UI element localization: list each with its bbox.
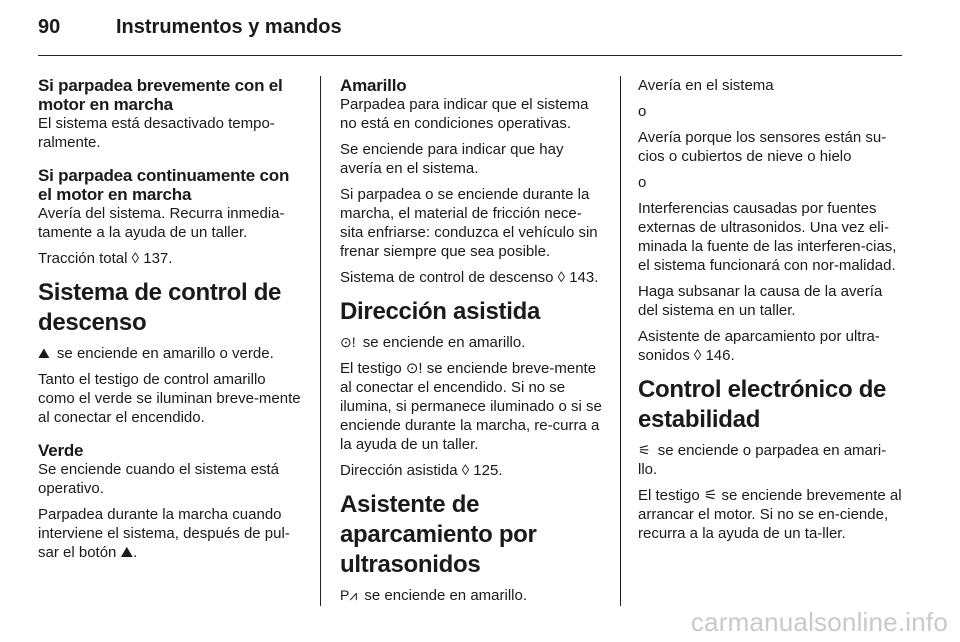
paragraph-parpadea: Parpadea durante la marcha cuando interviene el sistema, después de pul-sar el botón ⛰. xyxy=(38,506,290,561)
page-title: Instrumentos y mandos xyxy=(116,16,342,38)
paragraph-direccion-1 xyxy=(340,333,604,352)
paragraph-verde: Se enciende cuando el sistema está operativo. xyxy=(38,461,279,497)
paragraph-col3-6: Haga subsanar la causa de la avería del sistema en un taller. xyxy=(638,283,883,319)
column-2 xyxy=(340,76,604,612)
paragraph-asistente-text: se enciende en amarillo. xyxy=(360,587,527,604)
paragraph-blink-short: El sistema está desactivado tempo-ralmente. xyxy=(38,115,275,151)
paragraph-amarillo-2: Se enciende para indicar que hay avería en el sistema. xyxy=(340,141,564,177)
heading-asistente-aparcamiento: Asistente de aparcamiento por ultrasonidos xyxy=(340,491,537,578)
paragraph-direccion-3: Dirección asistida ◊ 125. xyxy=(340,462,503,479)
hill-descent-icon: ⛰ xyxy=(38,345,50,361)
parking-assist-icon: P⩘ xyxy=(340,587,358,603)
paragraph-control-1 xyxy=(638,441,904,479)
paragraph-sistema xyxy=(38,344,306,363)
paragraph-traccion: Tracción total ◊ 137. xyxy=(38,250,173,267)
header-divider xyxy=(38,55,902,56)
heading-verde: Verde xyxy=(38,441,84,460)
paragraph-direccion-1-text: se enciende en amarillo. xyxy=(358,334,526,351)
column-divider-2 xyxy=(620,76,621,606)
heading-sistema-descenso: Sistema de control de descenso xyxy=(38,279,282,336)
paragraph-amarillo-4: Sistema de control de descenso ◊ 143. xyxy=(340,269,599,286)
heading-amarillo: Amarillo xyxy=(340,76,407,95)
paragraph-col3-1: Avería en el sistema xyxy=(638,77,774,94)
column-divider-1 xyxy=(320,76,321,606)
column-1 xyxy=(38,76,306,569)
power-steering-icon: ⊙! xyxy=(340,334,356,350)
heading-control-estabilidad: Control electrónico de estabilidad xyxy=(638,376,887,433)
paragraph-col3-7: Asistente de aparcamiento por ultra-sonidos ◊ 146. xyxy=(638,328,880,364)
paragraph-amarillo-1: Parpadea para indicar que el sistema no está en condiciones operativas. xyxy=(340,96,589,132)
paragraph-amarillo-3: Si parpadea o se enciende durante la marcha, el material de fricción nece-sita enfriarse: conduzca el vehículo sin frenar siempre que sea posible. xyxy=(340,186,598,260)
paragraph-control-1-text: se enciende o parpadea en amari-llo. xyxy=(638,442,887,478)
paragraph-col3-3: Avería porque los sensores están su-cios o cubiertos de nieve o hielo xyxy=(638,129,887,165)
page-number: 90 xyxy=(38,16,61,38)
paragraph-col3-2: o xyxy=(638,103,647,120)
paragraph-control-2: El testigo ⚟ se enciende brevemente al arrancar el motor. Si no se en-ciende, recurra a la ayuda de un ta-ller. xyxy=(638,487,902,542)
paragraph-asistente xyxy=(340,586,604,605)
paragraph-tanto: Tanto el testigo de control amarillo como el verde se iluminan breve-mente al conectar el encendido. xyxy=(38,371,301,426)
paragraph-sistema-text: se enciende en amarillo o verde. xyxy=(52,345,274,362)
paragraph-col3-5: Interferencias causadas por fuentes externas de ultrasonidos. Una vez eli-minada la fuente de las interferen-cias, el sistema funcionará con nor-malidad. xyxy=(638,200,897,274)
heading-direccion-asistida: Dirección asistida xyxy=(340,298,541,325)
heading-blink-continuous: Si parpadea continuamente con el motor en marcha xyxy=(38,166,290,204)
paragraph-blink-continuous: Avería del sistema. Recurra inmedia-tamente a la ayuda de un taller. xyxy=(38,205,285,241)
stability-control-icon: ⚟ xyxy=(638,442,651,458)
column-3 xyxy=(638,76,904,550)
page-header xyxy=(38,16,342,50)
paragraph-direccion-2: El testigo ⊙! se enciende breve-mente al conectar el encendido. Si no se ilumina, si permanece iluminado o si se enciende durante la marcha, re-curra a la ayuda de un taller. xyxy=(340,360,602,453)
watermark: carmanualsonline.info xyxy=(690,607,948,637)
heading-blink-short: Si parpadea brevemente con el motor en marcha xyxy=(38,76,283,114)
paragraph-col3-4: o xyxy=(638,174,647,191)
